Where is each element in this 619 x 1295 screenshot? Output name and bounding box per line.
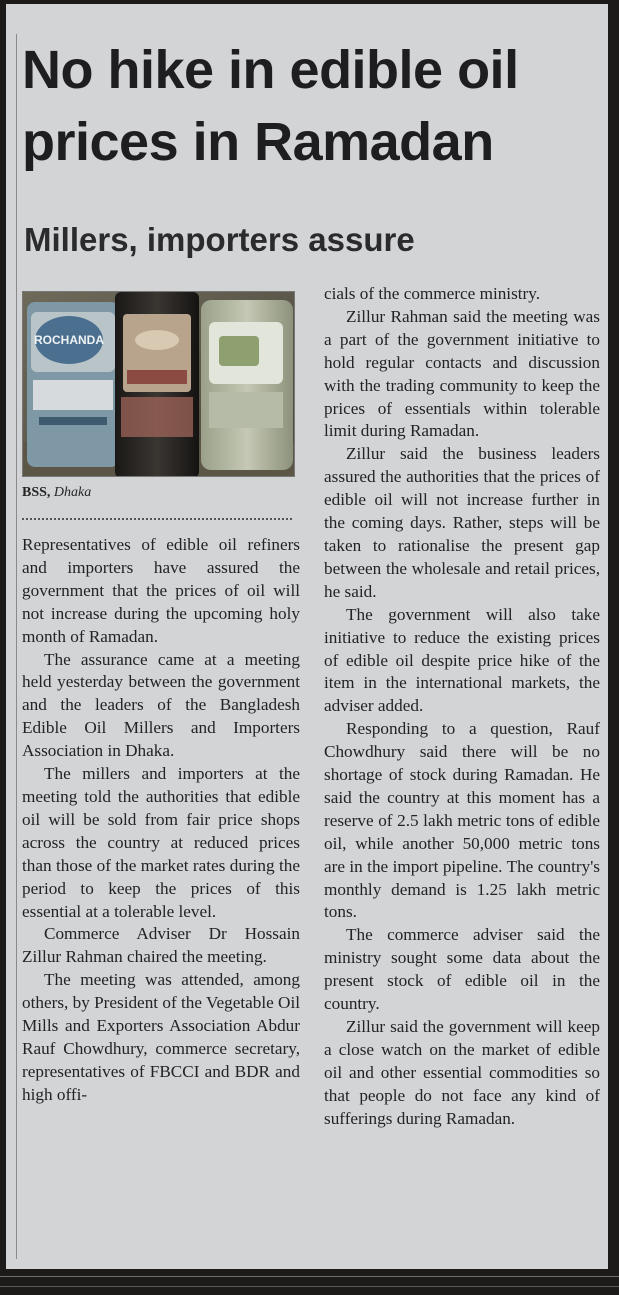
bottle-brand-label: ROCHANDA bbox=[34, 333, 104, 347]
paragraph: Commerce Adviser Dr Hossain Zillur Rahman chaired the meeting. bbox=[22, 924, 300, 967]
page-bottom-rule bbox=[0, 1276, 619, 1277]
oil-bottles-photo bbox=[22, 291, 295, 477]
paragraph: Zillur said the government will keep a close watch on the market of edible oil and other essential commodities so that people do not face any kind of sufferings during Ramadan. bbox=[324, 1017, 600, 1128]
rupchanda-bottle bbox=[27, 302, 119, 467]
paragraph: The government will also take initiative to reduce the existing prices of edible oil despite price hike of the item in the international markets, the adviser added. bbox=[324, 604, 600, 716]
newspaper-clipping bbox=[6, 4, 608, 1269]
page-bottom-rule bbox=[0, 1286, 619, 1287]
paragraph: The commerce adviser said the ministry sought some data about the present stock of edible oil in the country. bbox=[324, 925, 600, 1014]
oil-bottles-illustration bbox=[23, 292, 295, 477]
column-edge-rule bbox=[16, 34, 17, 1259]
paragraph: Zillur said the business leaders assured the authorities that the prices of edible oil will not increase further in the coming days. Rather, steps will be taken to rationalise the present gap between the wholesale and retail prices, he said. bbox=[324, 444, 600, 601]
subheadline: Millers, importers assure bbox=[24, 221, 415, 258]
paragraph: Responding to a question, Rauf Chowdhury said there will be no shortage of stock during Ramadan. He said the country at this moment has a reserve of 2.5 lakh metric tons of edible oil, while another 50,000 metric tons are in the import pipeline. The country's monthly demand is 1.25 lakh metric tons. bbox=[324, 719, 600, 922]
byline bbox=[22, 485, 292, 501]
paragraph: Representatives of edible oil refiners and importers have assured the government that the prices of oil will not increase during the upcoming holy month of Ramadan. bbox=[22, 535, 300, 646]
paragraph: The meeting was attended, among others, by President of the Vegetable Oil Mills and Exporters Association Abdur Rauf Chowdhury, commerce secretary, representatives of FBCCI and BDR and high offi- bbox=[22, 970, 300, 1104]
dotted-separator bbox=[22, 518, 292, 520]
article-column-2 bbox=[324, 283, 600, 1131]
paragraph: The millers and importers at the meeting told the authorities that edible oil will be sold from fair price shops across the country at reduced prices than those of the market rates during the period to keep the prices of this essential at a tolerable level. bbox=[22, 764, 300, 921]
article-column-1 bbox=[22, 534, 300, 1107]
dark-oil-bottle bbox=[115, 292, 199, 477]
paragraph: The assurance came at a meeting held yesterday between the government and the leaders of the Bangladesh Edible Oil Millers and Importers Association in Dhaka. bbox=[22, 649, 300, 761]
headline: No hike in edible oil prices in Ramadan bbox=[22, 40, 519, 172]
clear-oil-bottle bbox=[201, 300, 293, 470]
paragraph-continuation: cials of the commerce ministry. bbox=[324, 284, 541, 303]
paragraph: Zillur Rahman said the meeting was a part of the government initiative to hold regular contacts and discussion with the trading community to keep the prices of essentials within tolerable limit during Ramadan. bbox=[324, 306, 600, 441]
byline-source: BSS, bbox=[22, 485, 51, 500]
byline-location: Dhaka bbox=[53, 485, 92, 500]
